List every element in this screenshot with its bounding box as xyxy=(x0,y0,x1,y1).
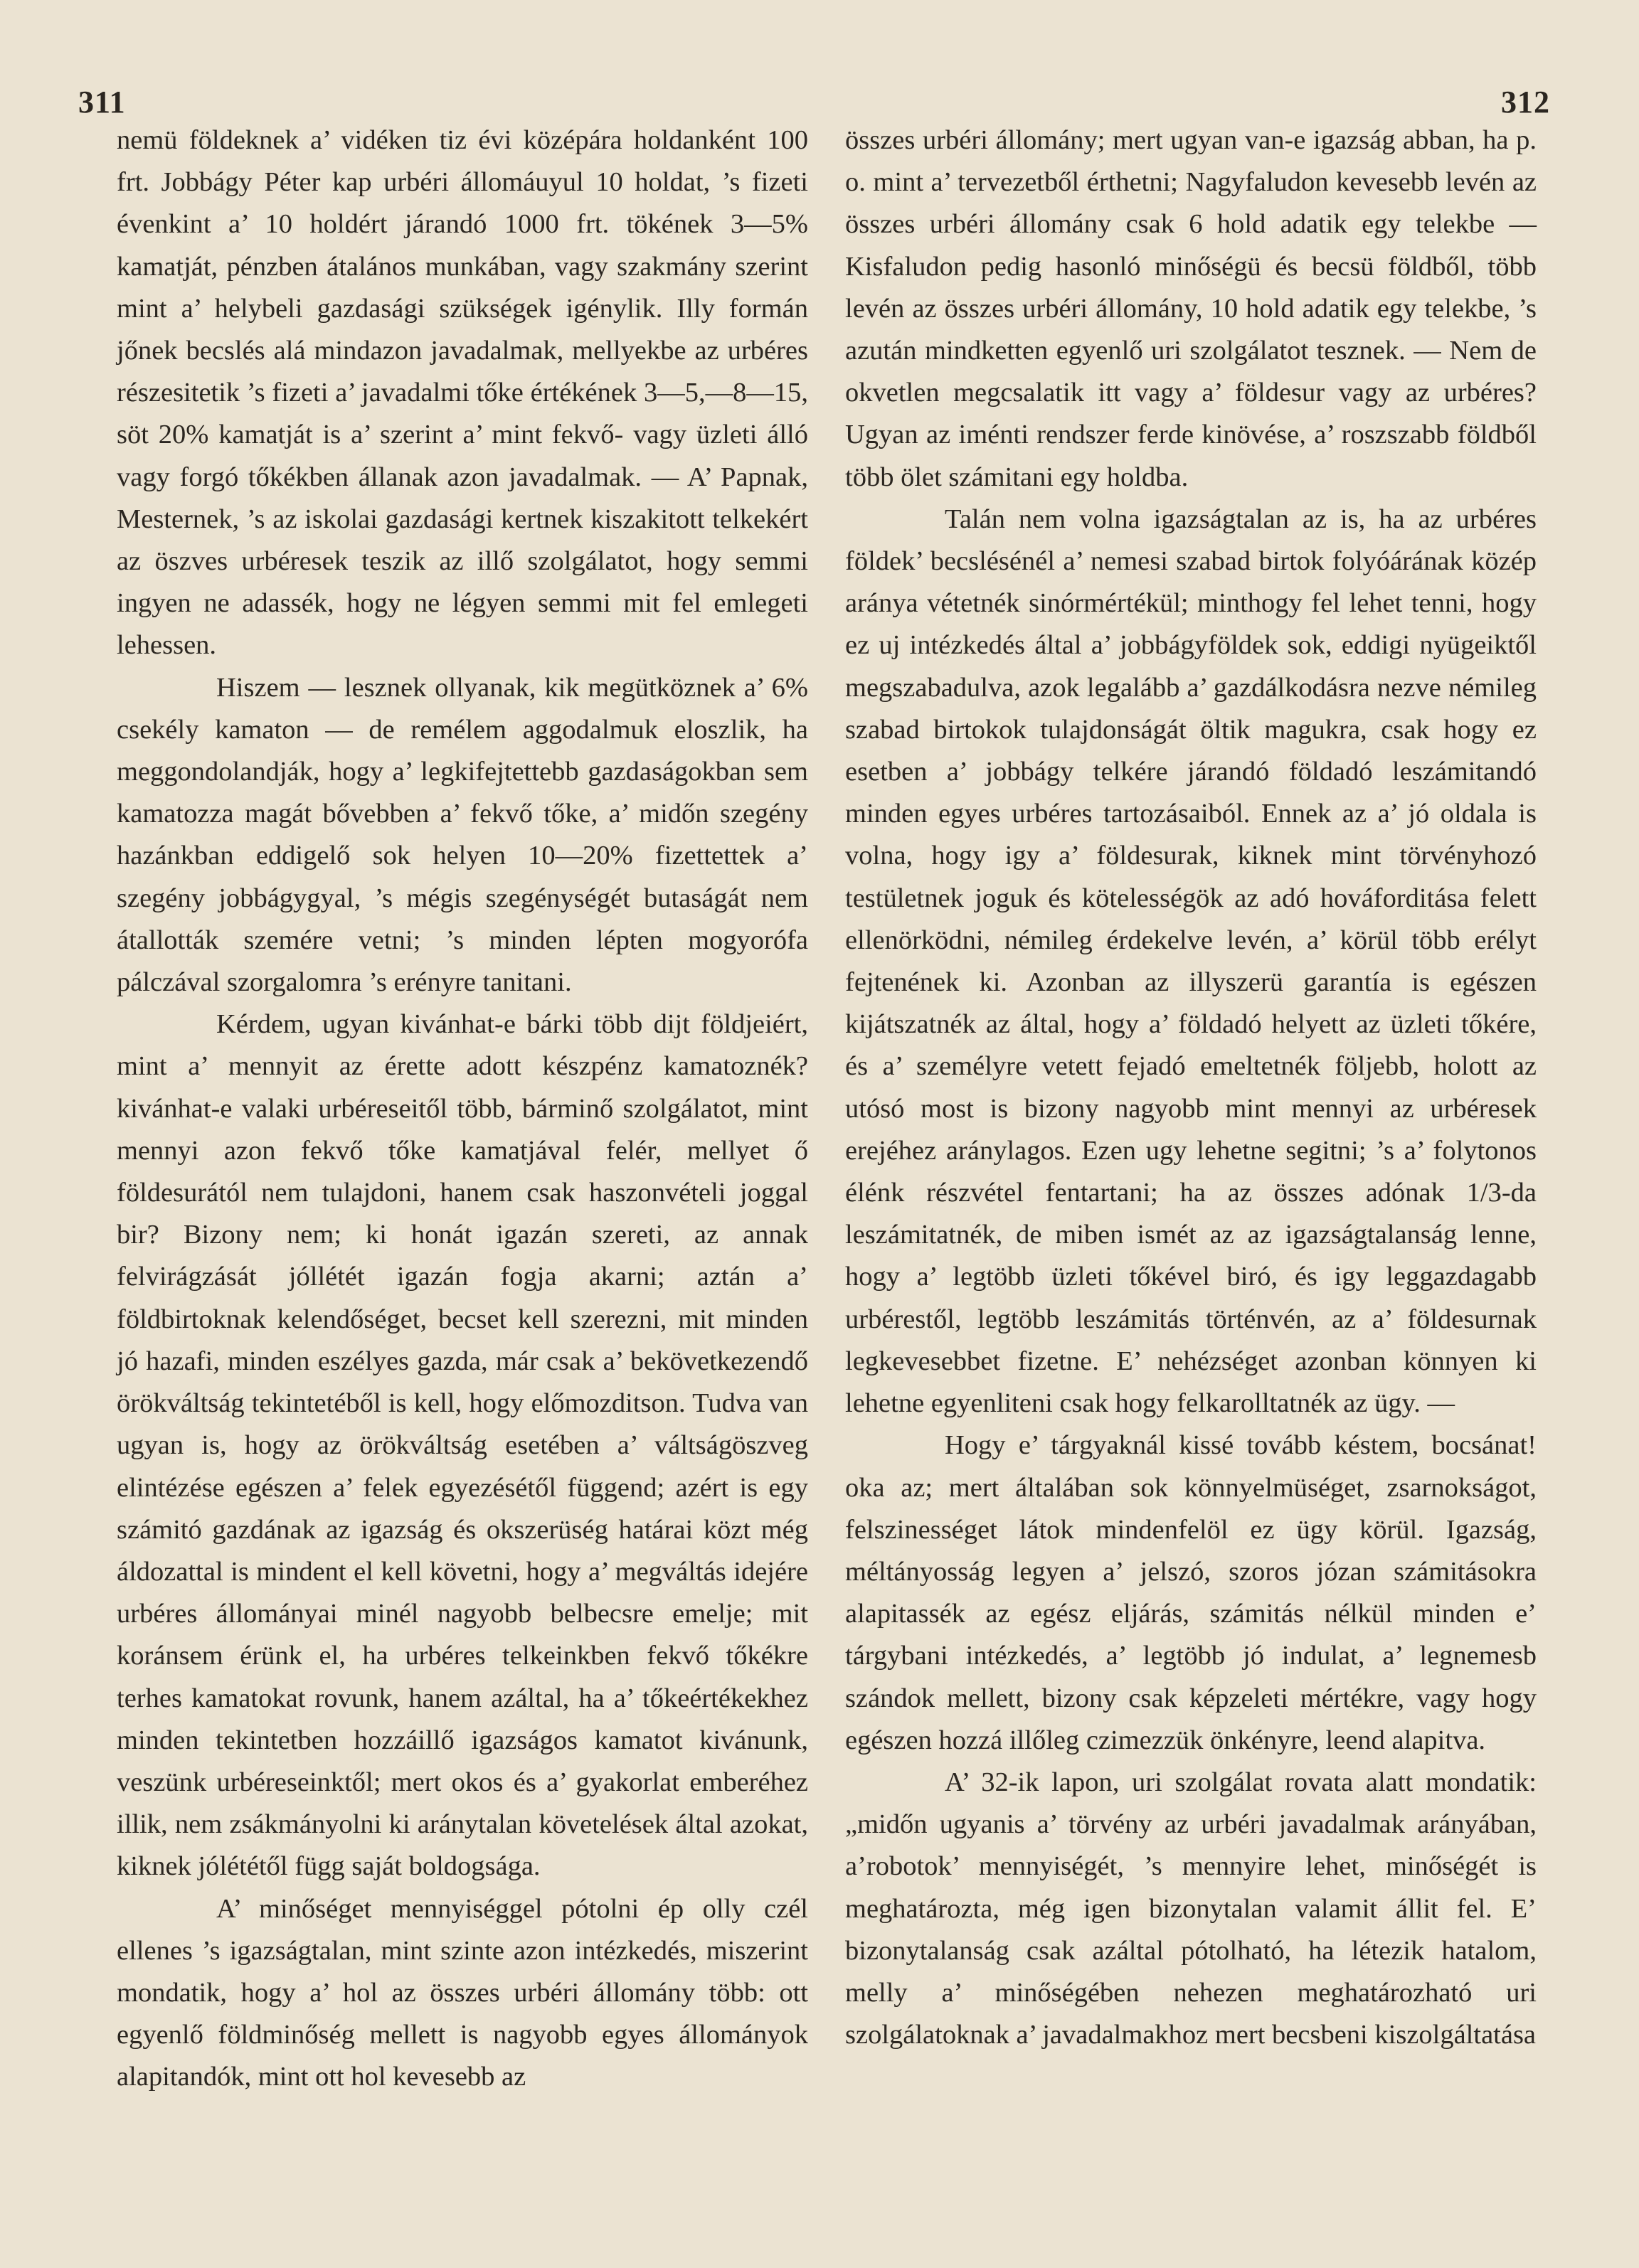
page-number-left: 311 xyxy=(78,85,126,119)
paragraph: Kérdem, ugyan kivánhat-e bárki több dijt földjeiért, mint a’ mennyit az érette adott készpénz kamatoznék? kivánhat-e valaki urbéreseitől több, bárminő szolgálatot, mint mennyi azon fekvő tőke kamatjával felér, mellyet ő földesurától nem tulajdoni, hanem csak haszonvételi joggal bir? Bizony nem; ki honát igazán szereti, az annak felvirágzását jóllétét igazán fogja akarni; aztán a’ földbirtoknak kelendőséget, becset kell szerezni, mit minden jó hazafi, minden eszélyes gazda, már csak a’ bekövetkezendő örökváltság tekintetéből is kell, hogy előmozditson. Tudva van ugyan is, hogy az örökváltság esetében a’ váltságöszveg elintézése egészen a’ felek egyezésétől függend; azért is egy számitó gazdának az igazság és okszerüség határai közt még áldozattal is mindent el kell követni, hogy a’ megváltás idejére urbéres állományai minél nagyobb belbecsre emelje; mit koránsem érünk el, ha urbéres telkeinkben fekvő tőkékre terhes kamatokat rovunk, hanem azáltal, ha a’ tőkeértékekhez minden tekintetben hozzáillő igazságos kamatot kivánunk, veszünk urbéreseinktől; mert okos és a’ gyakorlat emberéhez illik, nem zsákmányolni ki aránytalan követelések által azokat, kiknek jólététől függ saját boldogsága. xyxy=(117,1009,808,1882)
paragraph: Talán nem volna igazságtalan az is, ha az urbéres földek’ becslésénél a’ nemesi szabad birtok folyóárának közép aránya vétetnék sinórmértékül; minthogy fel lehet tenni, hogy ez uj intézkedés által a’ jobbágyföldek sok, eddigi nyügeiktől megszabadulva, azok legalább a’ gazdálkodásra nezve némileg szabad birtokok tulajdonságát öltik magukra, csak hogy ez esetben a’ jobbágy telkére járandó földadó leszámitandó minden egyes urbéres tartozásaiból. Ennek az a’ jó oldala is volna, hogy igy a’ földesurak, kiknek mint törvényhozó testületnek joguk és kötelességök az adó hováforditása felett ellenörködni, némileg érdekelve levén, a’ körül több erélyt fejtenének ki. Azonban az illyszerü garantía is egészen kijátszatnék az által, hogy a’ földadó helyett az üzleti tőkére, és a’ személyre vetett fejadó emeltetnék följebb, holott az utósó most is bizony nagyobb mint mennyi az urbéresek erejéhez aránylagos. Ezen ugy lehetne segitni; ’s a’ folytonos élénk részvétel fentartani; ha az összes adónak 1/3-da leszámitatnék, de miben ismét az az igazságtalanság lenne, hogy a’ legtöbb üzleti tőkével biró, és igy leggazdagabb urbérestől, legtöbb leszámitás történvén, az a’ földesurnak legkevesebbet fizetne. E’ nehézséget azonban könnyen ki lehetne egyenliteni csak hogy felkarolltatnék az ügy. — xyxy=(845,504,1537,1419)
right-text-column xyxy=(845,119,1537,2056)
paragraph: összes urbéri állomány; mert ugyan van-e igazság abban, ha p. o. mint a’ tervezetből érthetni; Nagyfaludon kevesebb levén az összes urbéri állomány csak 6 hold adatik egy telekbe — Kisfaludon pedig hasonló minőségü és becsü földből, több levén az összes urbéri állomány, 10 hold adatik egy telekbe, ’s azután mindketten egyenlő uri szolgálatot tesznek. — Nem de okvetlen megcsalatik itt vagy a’ földesur vagy az urbéres? Ugyan az iménti rendszer ferde kinövése, a’ roszszabb földből több ölet számitani egy holdba. xyxy=(845,125,1537,492)
paragraph: Hiszem — lesznek ollyanak, kik megütköznek a’ 6% csekély kamaton — de remélem aggodalmuk eloszlik, ha meggondolandják, hogy a’ legkifejtettebb gazdaságokban sem kamatozza magát bővebben a’ fekvő tőke, a’ midőn szegény hazánkban eddigelő sok helyen 10—20% fizettettek a’ szegény jobbágygyal, ’s mégis szegénységét butaságát nem átallották szemére vetni; ’s minden lépten mogyorófa pálczával szorgalomra ’s erényre tanitani. xyxy=(117,672,808,998)
paragraph: A’ minőséget mennyiséggel pótolni ép olly czél ellenes ’s igazságtalan, mint szinte azon intézkedés, miszerint mondatik, hogy a’ hol az összes urbéri állomány több: ott egyenlő földminőség mellett is nagyobb egyes állományok alapitandók, mint ott hol kevesebb az xyxy=(117,1893,808,2092)
paragraph: A’ 32-ik lapon, uri szolgálat rovata alatt mondatik: „midőn ugyanis a’ törvény az urbéri javadalmak arányában, a’robotok’ mennyiségét, ’s mennyire lehet, minőségét is meghatározta, még igen bizonytalan valamit állit fel. E’ bizonytalanság csak azáltal pótolható, ha létezik hatalom, melly a’ minőségében nehezen meghatározható uri szolgálatoknak a’ javadalmakhoz mert becsbeni kiszolgáltatása xyxy=(845,1767,1537,2050)
page-number-right: 312 xyxy=(1501,85,1550,119)
paragraph: nemü földeknek a’ vidéken tiz évi középára holdanként 100 frt. Jobbágy Péter kap urbéri állomáuyul 10 holdat, ’s fizeti évenkint a’ 10 holdért járandó 1000 frt. tökének 3—5% kamatját, pénzben átalános munkában, vagy szakmány szerint mint a’ helybeli gazdasági szükségek igénylik. Illy formán jőnek becslés alá mindazon javadalmak, mellyekbe az urbéres részesitetik ’s fizeti a’ javadalmi tőke értékének 3—5,—8—15, söt 20% kamatját is a’ szerint a’ mint fekvő- vagy üzleti álló vagy forgó tőkékben állanak azon javadalmak. — A’ Papnak, Mesternek, ’s az iskolai gazdasági kertnek kiszakitott telkekért az öszves urbéresek teszik az illő szolgálatot, hogy semmi ingyen ne adassék, hogy ne légyen semmi mit fel emlegeti lehessen. xyxy=(117,125,808,661)
left-text-column xyxy=(117,119,808,2099)
paragraph: Hogy e’ tárgyaknál kissé tovább késtem, bocsánat! oka az; mert általában sok könnyelmüséget, zsarnokságot, felszinességet látok mindenfelöl ez ügy körül. Igazság, méltányosság legyen a’ jelszó, szoros józan számitásokra alapitassék az egész eljárás, számitás nélkül minden e’ tárgybani intézkedés, a’ legtöbb jó indulat, a’ legnemesb szándok mellett, bizony csak képzeleti mértékre, vagy hogy egészen hozzá illőleg czimezzük önkényre, leend alapitva. xyxy=(845,1430,1537,1755)
